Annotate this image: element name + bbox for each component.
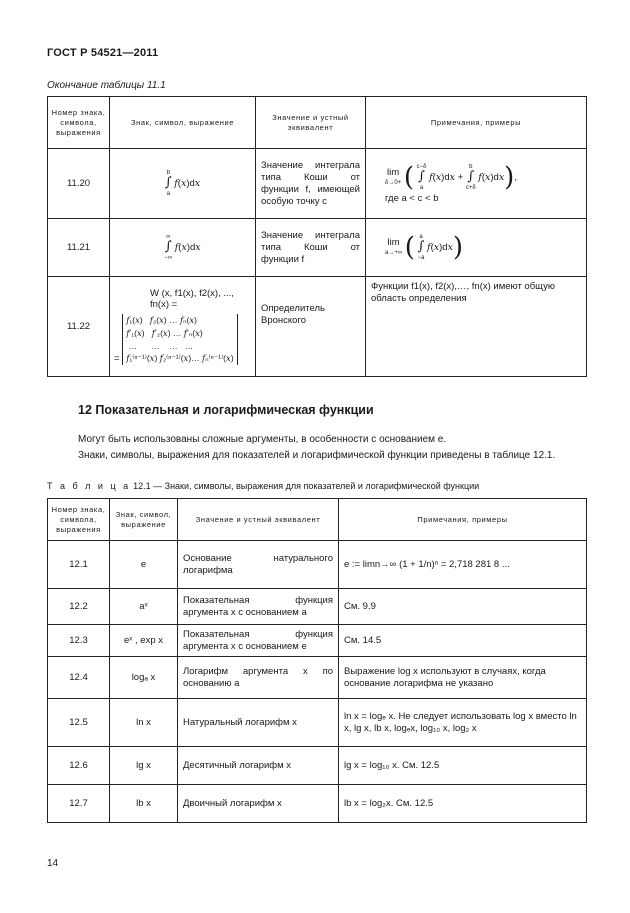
table-row xyxy=(48,657,587,699)
row-symbol: eˣ , exp x xyxy=(110,625,178,657)
section-title: 12 Показательная и логарифмическая функции xyxy=(78,403,374,417)
table-caption-label: Т а б л и ц а xyxy=(47,481,131,491)
row-notes: См. 9.9 xyxy=(339,589,587,625)
row-notes: Функции f1(x), f2(x),…, fn(x) имеют общую область определения xyxy=(366,277,587,377)
header-number: Номер знака, символа, выражения xyxy=(48,97,110,149)
table-row xyxy=(48,541,587,589)
header-notes: Примечания, примеры xyxy=(339,499,587,541)
page-number: 14 xyxy=(47,858,59,869)
row-notes: e := limn→∞ (1 + 1/n)ⁿ = 2,718 281 8 ... xyxy=(339,541,587,589)
row-number: 12.4 xyxy=(48,657,110,699)
row-meaning: Основание натурального логарифма xyxy=(178,541,339,589)
table-row xyxy=(48,625,587,657)
header-symbol: Знак, символ, выражение xyxy=(110,499,178,541)
row-symbol: ln x xyxy=(110,699,178,747)
wronskian-head: W (x, f1(x), f2(x), ..., fn(x) = xyxy=(150,288,234,310)
row-notes: См. 14.5 xyxy=(339,625,587,657)
row-symbol: e xyxy=(110,541,178,589)
row-number: 11.21 xyxy=(48,219,110,277)
table-header-row xyxy=(48,97,587,149)
row-meaning: Десятичный логарифм x xyxy=(178,747,339,785)
table-caption xyxy=(47,481,479,491)
row-number: 11.20 xyxy=(48,149,110,219)
row-meaning: Определитель Вронского xyxy=(256,277,366,377)
row-number: 12.5 xyxy=(48,699,110,747)
row-meaning: Показательная функция аргумента x с основанием a xyxy=(178,589,339,625)
row-meaning: Двоичный логарифм x xyxy=(178,785,339,823)
table-caption-text: 12.1 — Знаки, символы, выражения для показателей и логарифмической функции xyxy=(133,481,480,491)
row-number: 12.2 xyxy=(48,589,110,625)
row-number: 11.22 xyxy=(48,277,110,377)
table-row xyxy=(48,699,587,747)
table-row xyxy=(48,277,587,377)
header-symbol: Знак, символ, выражение xyxy=(110,97,256,149)
cauchy-limit-formula: lim δ→0+ ( c−δ ∫ a f(x)dx + b ∫ c+δ f(x)dx), xyxy=(385,162,517,193)
row-notes: ln x = logₑ x. Не следует использовать log x вместо ln x, lg x, lb x, logₑx, log₁₀ x, log₂ x xyxy=(339,699,587,747)
row-number: 12.3 xyxy=(48,625,110,657)
header-notes: Примечания, примеры xyxy=(366,97,587,149)
row-symbol: aˣ xyxy=(110,589,178,625)
header-number: Номер знака, символа, выражения xyxy=(48,499,110,541)
header-meaning: Значение и устный эквивалент xyxy=(178,499,339,541)
document-code: ГОСТ Р 54521—2011 xyxy=(47,47,159,59)
table-row xyxy=(48,149,587,219)
table-row xyxy=(48,785,587,823)
table-row xyxy=(48,589,587,625)
row-meaning: Натуральный логарифм x xyxy=(178,699,339,747)
principal-value-formula: lim a→+∞ ( a ∫ −a f(x)dx) xyxy=(385,232,464,263)
header-meaning: Значение и устный эквивалент xyxy=(256,97,366,149)
row-number: 12.1 xyxy=(48,541,110,589)
row-number: 12.6 xyxy=(48,747,110,785)
row-symbol: lb x xyxy=(110,785,178,823)
table-11-1 xyxy=(47,96,587,377)
row-symbol: logₐ x xyxy=(110,657,178,699)
table-continuation-caption: Окончание таблицы 11.1 xyxy=(47,80,166,91)
row-number: 12.7 xyxy=(48,785,110,823)
wronskian-matrix: f₁(x) f₂(x) … fₙ(x) f′₁(x) f′₂(x) … f′ₙ(x) … … … … f₁⁽ⁿ⁻¹⁾(x) f₂⁽ⁿ⁻¹⁾(x)… fₙ⁽ⁿ⁻¹⁾(x) xyxy=(122,314,237,365)
row-meaning: Показательная функция аргумента x с основанием e xyxy=(178,625,339,657)
cauchy-integral-singular: b ∫ a f(x)dx xyxy=(110,149,256,219)
wronskian-determinant: W (x, f1(x), f2(x), ..., fn(x) = = f₁(x) f₂(x) … fₙ(x) f′₁(x) f′₂(x) … f′ₙ(x) … … … … f₁⁽ⁿ⁻¹⁾(x) f₂⁽ⁿ⁻¹⁾(x)… fₙ⁽ⁿ⁻¹⁾(x) xyxy=(110,277,256,377)
table-row xyxy=(48,747,587,785)
cauchy-integral-infinite: ∞ ∫ −∞ f(x)dx xyxy=(110,219,256,277)
cauchy-condition: где a < c < b xyxy=(385,193,439,204)
row-notes xyxy=(366,219,587,277)
section-paragraph-2: Знаки, символы, выражения для показателей и логарифмической функции приведены в таблице 12.1. xyxy=(78,450,556,461)
section-paragraph-1: Могут быть использованы сложные аргументы, в особенности с основанием е. xyxy=(78,434,447,445)
row-notes: lg x = log₁₀ x. См. 12.5 xyxy=(339,747,587,785)
row-meaning: Значение интеграла типа Коши от функции f xyxy=(256,219,366,277)
table-row xyxy=(48,219,587,277)
row-notes: lb x = log₂x. См. 12.5 xyxy=(339,785,587,823)
row-notes xyxy=(366,149,587,219)
row-notes: Выражение log x используют в случаях, когда основание логарифма не указано xyxy=(339,657,587,699)
table-12-1 xyxy=(47,498,587,823)
row-meaning: Значение интеграла типа Коши от функции f, имеющей особую точку c xyxy=(256,149,366,219)
row-meaning: Логарифм аргумента x по основанию a xyxy=(178,657,339,699)
table-header-row xyxy=(48,499,587,541)
row-symbol: lg x xyxy=(110,747,178,785)
